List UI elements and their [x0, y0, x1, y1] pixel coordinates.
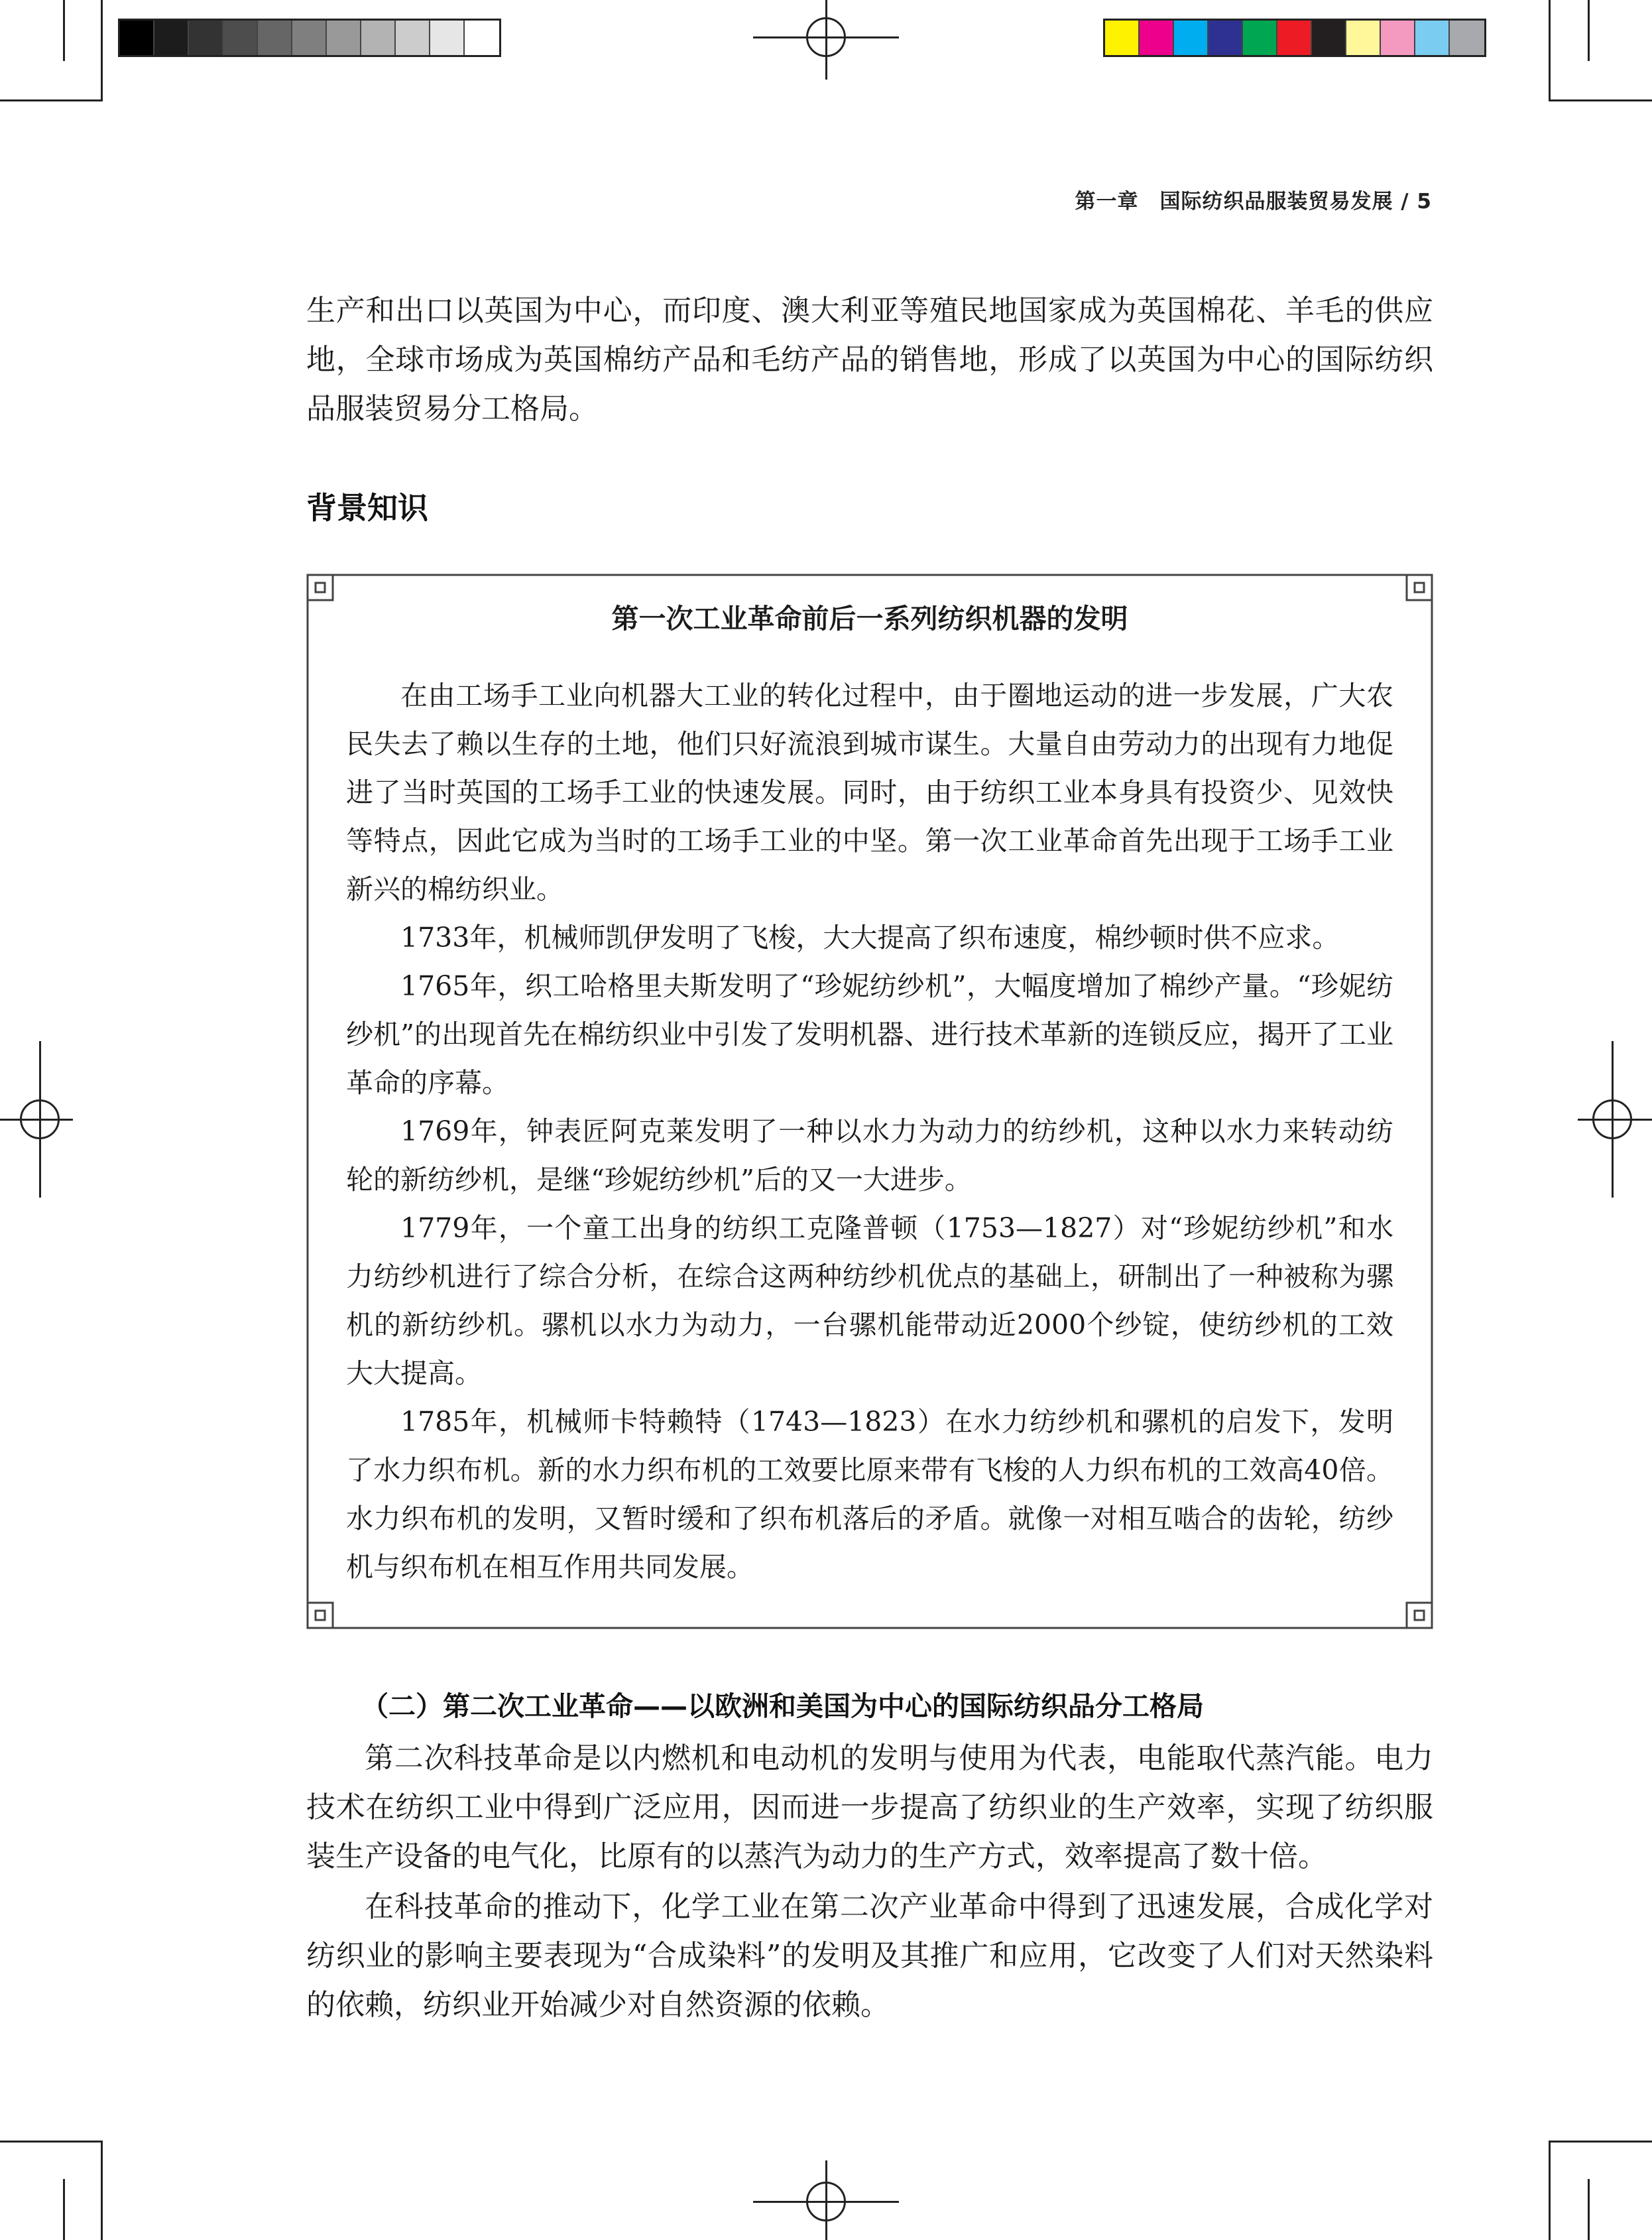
crop-mark — [101, 2141, 103, 2240]
color-swatch — [1450, 21, 1484, 55]
section-heading: （二）第二次工业革命——以欧洲和美国为中心的国际纺织品分工格局 — [361, 1690, 1204, 1722]
color-swatch — [327, 21, 361, 55]
box-paragraph: 1785年，机械师卡特赖特（1743—1823）在水力纺纱机和骡机的启发下，发明了水力织布机。新的水力织布机的工效要比原来带有飞梭的人力织布机的工效高40倍。水力织布机的发明，又暂时缓和了织布机落后的矛盾。就像一对相互啮合的齿轮，纺纱机与织布机在相互作用共同发展。 — [346, 1406, 1393, 1583]
color-swatch — [1140, 21, 1174, 55]
color-swatch — [1381, 21, 1415, 55]
color-swatch — [154, 21, 189, 55]
color-swatch — [1174, 21, 1209, 55]
crop-mark — [1549, 99, 1652, 101]
crop-mark — [0, 2141, 103, 2143]
crop-mark — [1588, 2179, 1590, 2240]
crop-mark — [1549, 0, 1551, 99]
running-head: 第一章 国际纺织品服装贸易发展 / 5 — [1075, 190, 1432, 214]
section-paragraph: 第二次科技革命是以内燃机和电动机的发明与使用为代表，电能取代蒸汽能。电力技术在纺织工业中得到广泛应用，因而进一步提高了纺织业的生产效率，实现了纺织服装生产设备的电气化，比原有的以蒸汽为动力的生产方式，效率提高了数十倍。 — [306, 1741, 1433, 1873]
color-swatch — [1415, 21, 1450, 55]
color-swatch — [430, 21, 465, 55]
color-swatch — [1277, 21, 1312, 55]
crop-mark — [1549, 2141, 1652, 2143]
box-paragraph: 1779年，一个童工出身的纺织工克隆普顿（1753—1827）对“珍妮纺纱机”和水力纺纱机进行了综合分析，在综合这两种纺纱机优点的基础上，研制出了一种被称为骡机的新纺纱机。骡机以水力为动力，一台骡机能带动近2000个纱锭，使纺纱机的工效大大提高。 — [346, 1212, 1393, 1389]
box-paragraph: 1769年，钟表匠阿克莱发明了一种以水力为动力的纺纱机，这种以水力来转动纺轮的新纺纱机，是继“珍妮纺纱机”后的又一大进步。 — [346, 1115, 1393, 1196]
color-swatch — [1209, 21, 1243, 55]
color-swatch — [1243, 21, 1277, 55]
color-swatch — [1105, 21, 1140, 55]
process-color-bar — [1103, 19, 1486, 57]
color-swatch — [292, 21, 327, 55]
background-heading: 背景知识 — [306, 490, 428, 526]
box-title: 第一次工业革命前后一系列纺织机器的发明 — [611, 603, 1128, 635]
color-swatch — [465, 21, 499, 55]
color-swatch — [120, 21, 154, 55]
box-paragraph: 1733年，机械师凯伊发明了飞梭，大大提高了织布速度，棉纱顿时供不应求。 — [400, 922, 1340, 954]
crop-mark — [63, 2179, 65, 2240]
box-paragraph: 1765年，织工哈格里夫斯发明了“珍妮纺纱机”，大幅度增加了棉纱产量。“珍妮纺纱机”的出现首先在棉纺织业中引发了发明机器、进行技术革新的连锁反应，揭开了工业革命的序幕。 — [346, 970, 1393, 1099]
color-swatch — [223, 21, 258, 55]
color-swatch — [258, 21, 292, 55]
color-swatch — [396, 21, 430, 55]
background-box — [306, 574, 1433, 1629]
color-swatch — [1312, 21, 1346, 55]
color-swatch — [189, 21, 223, 55]
grayscale-color-bar — [118, 19, 501, 57]
crop-mark — [0, 99, 103, 101]
section-paragraph: 在科技革命的推动下，化学工业在第二次产业革命中得到了迅速发展，合成化学对纺织业的影响主要表现为“合成染料”的发明及其推广和应用，它改变了人们对天然染料的依赖，纺织业开始减少对自然资源的依赖。 — [306, 1890, 1433, 2022]
color-swatch — [361, 21, 396, 55]
crop-mark — [1549, 2141, 1551, 2240]
crop-mark — [1588, 0, 1590, 61]
box-paragraph: 在由工场手工业向机器大工业的转化过程中，由于圈地运动的进一步发展，广大农民失去了赖以生存的土地，他们只好流浪到城市谋生。大量自由劳动力的出现有力地促进了当时英国的工场手工业的快速发展。同时，由于纺织工业本身具有投资少、见效快等特点，因此它成为当时的工场手工业的中坚。第一次工业革命首先出现于工场手工业新兴的棉纺织业。 — [346, 680, 1393, 905]
intro-paragraph: 生产和出口以英国为中心，而印度、澳大利亚等殖民地国家成为英国棉花、羊毛的供应地，全球市场成为英国棉纺产品和毛纺产品的销售地，形成了以英国为中心的国际纺织品服装贸易分工格局。 — [306, 294, 1433, 426]
color-swatch — [1346, 21, 1381, 55]
crop-mark — [63, 0, 65, 61]
crop-mark — [101, 0, 103, 99]
